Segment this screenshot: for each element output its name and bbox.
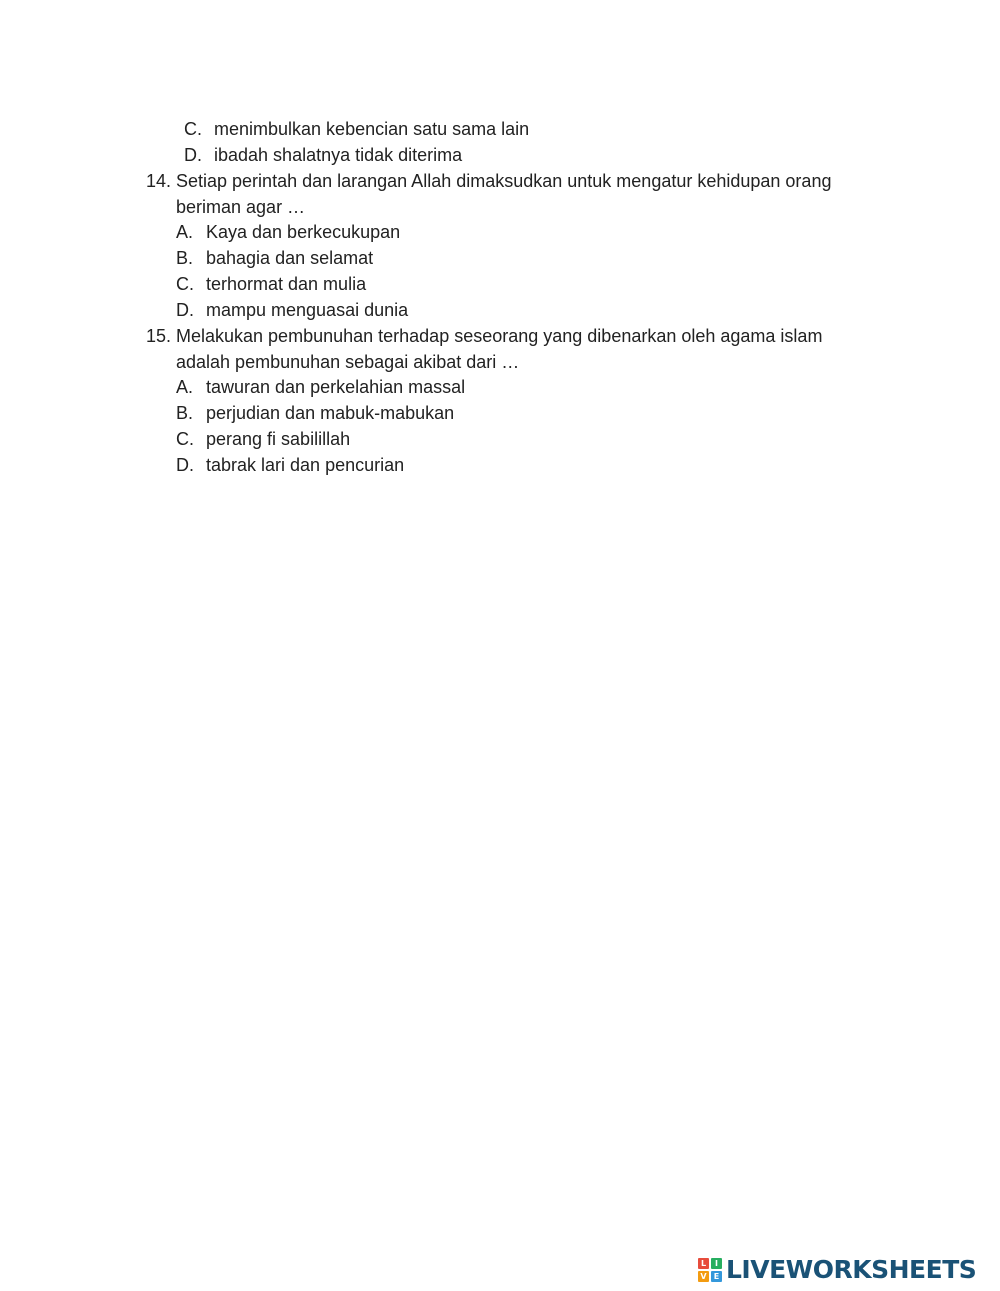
q14-option-d <box>176 299 408 321</box>
q14-question <box>0 170 1000 218</box>
question-text-line2: adalah pembunuhan sebagai akibat dari … <box>176 352 520 372</box>
option-letter: A. <box>176 377 194 397</box>
q14-option-c <box>176 273 366 295</box>
question-number: 14. <box>146 171 172 191</box>
q15-option-a <box>176 376 465 398</box>
q14-option-a <box>176 221 400 243</box>
option-letter: C. <box>184 119 202 139</box>
question-text-line1: Setiap perintah dan larangan Allah dimaksudkan untuk mengatur kehidupan orang <box>176 171 832 191</box>
q15-option-b <box>176 402 454 424</box>
option-text: ibadah shalatnya tidak diterima <box>214 145 463 165</box>
logo-cell-e: E <box>711 1271 722 1282</box>
option-text: tawuran dan perkelahian massal <box>206 377 466 397</box>
q14-option-b <box>176 247 373 269</box>
logo-cell-i: I <box>711 1258 722 1269</box>
option-text: bahagia dan selamat <box>206 248 374 268</box>
option-letter: C. <box>176 429 194 449</box>
liveworksheets-logo-icon <box>698 1258 722 1282</box>
liveworksheets-brand[interactable] <box>698 1256 976 1284</box>
option-letter: B. <box>176 403 194 423</box>
option-letter: B. <box>176 248 194 268</box>
option-letter: D. <box>184 145 202 165</box>
logo-cell-l: L <box>698 1258 709 1269</box>
option-text: mampu menguasai dunia <box>206 300 409 320</box>
option-letter: A. <box>176 222 194 242</box>
q15-question <box>0 325 1000 373</box>
option-letter: D. <box>176 300 194 320</box>
q15-option-d <box>176 454 404 476</box>
option-text: terhormat dan mulia <box>206 274 367 294</box>
option-letter: D. <box>176 455 194 475</box>
q13-option-c <box>184 118 529 140</box>
q13-option-d <box>184 144 462 166</box>
brand-name: LIVEWORKSHEETS <box>726 1255 977 1284</box>
logo-cell-v: V <box>698 1271 709 1282</box>
question-text-line2: beriman agar … <box>176 197 306 217</box>
option-text: Kaya dan berkecukupan <box>206 222 401 242</box>
option-text: perang fi sabilillah <box>206 429 351 449</box>
option-text: tabrak lari dan pencurian <box>206 455 405 475</box>
q15-option-c <box>176 428 350 450</box>
option-text: menimbulkan kebencian satu sama lain <box>214 119 530 139</box>
question-text-line1: Melakukan pembunuhan terhadap seseorang yang dibenarkan oleh agama islam <box>176 326 823 346</box>
question-number: 15. <box>146 326 172 346</box>
option-letter: C. <box>176 274 194 294</box>
option-text: perjudian dan mabuk-mabukan <box>206 403 455 423</box>
